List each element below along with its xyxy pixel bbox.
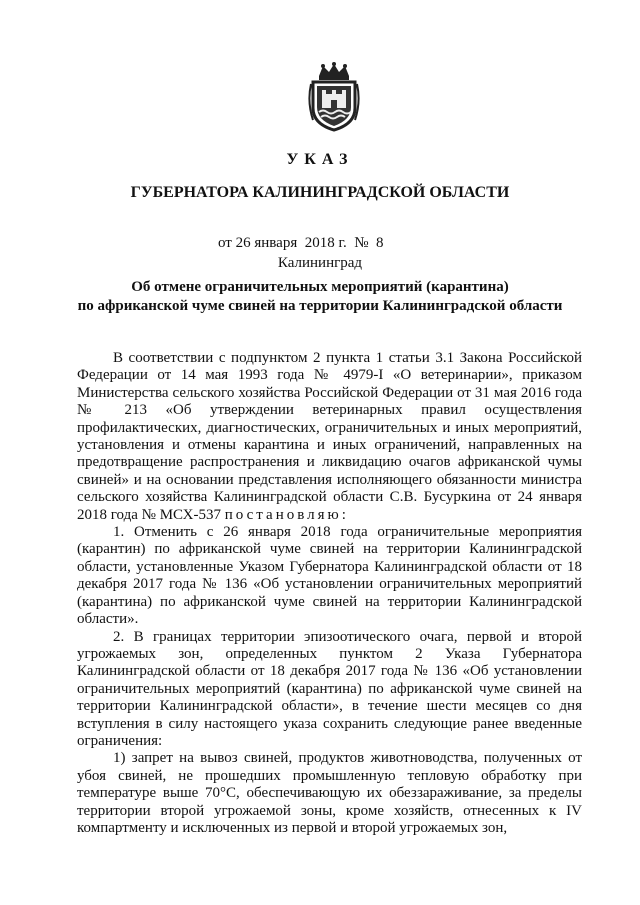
coat-of-arms-icon <box>307 62 361 132</box>
decree-word: постановляю: <box>224 506 349 523</box>
subject-line-2: по африканской чуме свиней на территории Калининградской области <box>77 298 563 314</box>
item-2-1-paragraph: 1) запрет на вывоз свиней, продуктов животноводства, полученных от убоя свиней, не прошедших промышленную тепловую обработку при температуре выше 70°С, обеспечивающую их обеззараживание, за пределы территории второй угрожаемой зоны, кроме хозяйств, отнесенных к IV компартменту и исключенных из первой и второй угрожаемых зон, <box>77 750 582 836</box>
preamble-text: В соответствии с подпунктом 2 пункта 1 статьи 3.1 Закона Российской Федерации от 14 мая 1993 года № 4979-I «О ветеринарии», приказом Министерства сельского хозяйства Российской Федерации от 31 мая 2016 года № 213 «Об утверждении ветеринарных правил осуществления профилактических, диагностических, ограничительных и иных мероприятий, установления и отмены карантина и иных ограничений, направленных на предотвращение распространения и ликвидацию очагов африканской чумы свиней» и на основании представления исполняющего обязанности министра сельского хозяйства Калининградской области С.В. Бусуркина от 24 января 2018 года № МСХ-537 <box>77 350 582 523</box>
document-subject <box>0 278 640 316</box>
document-number: 8 <box>376 235 384 251</box>
date-line <box>218 235 384 252</box>
subject-line-1: Об отмене ограничительных мероприятий (карантина) <box>131 279 509 295</box>
preamble-paragraph <box>77 350 582 524</box>
item-2-paragraph: 2. В границах территории эпизоотического очага, первой и второй угрожаемых зон, определенных пунктом 2 Указа Губернатора Калининградской области от 18 декабря 2017 года № 136 «Об установлении ограничительных мероприятий (карантина) по африканской чуме свиней на территории Калининградской области», в течение шести месяцев со дня вступления в силу настоящего указа сохранить следующие ранее введенные ограничения: <box>77 628 582 749</box>
item-1-paragraph: 1. Отменить с 26 января 2018 года ограничительные мероприятия (карантин) по африканской чуме свиней на территории Калининградской области, установленные Указом Губернатора Калининградской области от 18 декабря 2017 года № 136 «Об установлении ограничительных мероприятий (карантина) по африканской чуме свиней на территории Калининградской области». <box>77 524 582 628</box>
document-type-title: УКАЗ <box>286 151 354 168</box>
date-prefix: от <box>218 235 232 251</box>
date-year: 2018 г. <box>304 235 347 251</box>
document-body <box>77 350 582 837</box>
date-month: января <box>254 235 298 251</box>
issuer-title: ГУБЕРНАТОРА КАЛИНИНГРАДСКОЙ ОБЛАСТИ <box>130 184 510 201</box>
city-name: Калининград <box>277 255 363 271</box>
date-day: 26 <box>235 235 251 251</box>
number-sign: № <box>354 235 369 251</box>
